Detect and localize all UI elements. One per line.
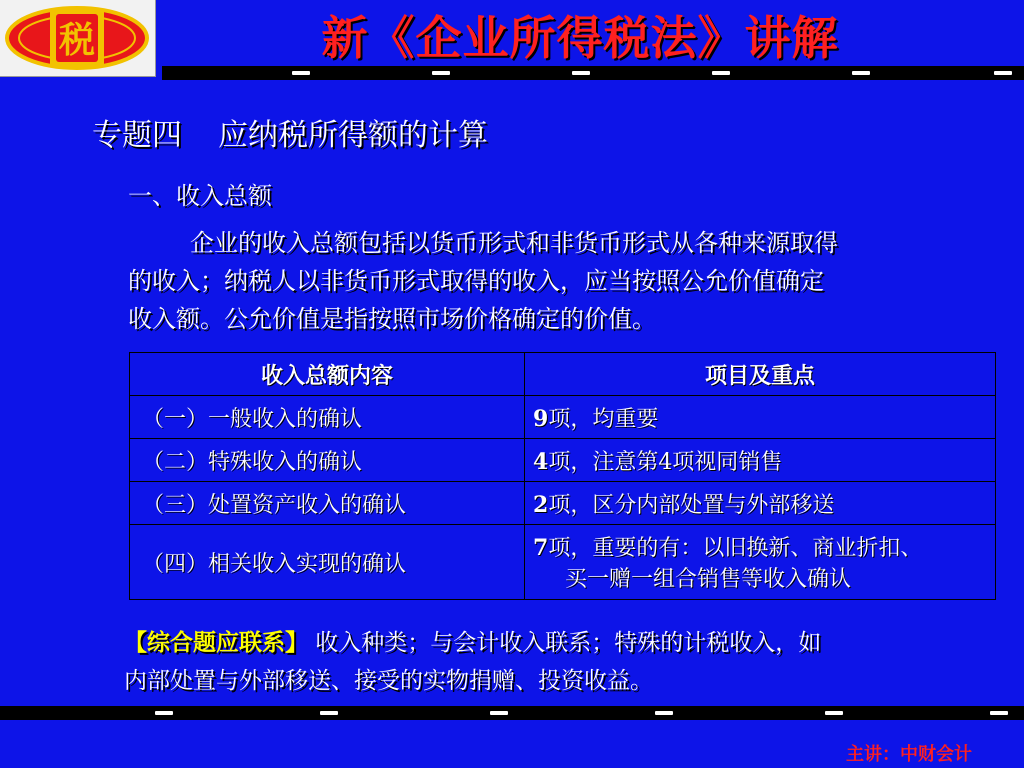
summary-block [124, 624, 994, 700]
tax-emblem-icon [0, 0, 155, 76]
table-cell-notes [525, 396, 996, 439]
table-cell-content: （二）特殊收入的确认 [130, 439, 525, 482]
section-heading: 一、收入总额 [128, 182, 272, 210]
summary-highlight: 【综合题应联系】 [124, 630, 308, 656]
tax-logo [0, 0, 156, 77]
table-header-row [130, 353, 996, 396]
table-row [130, 525, 996, 600]
table-header-content: 收入总额内容 [130, 353, 525, 396]
intro-line: 收入额。公允价值是指按照市场价格确定的价值。 [128, 305, 656, 333]
summary-text: 收入种类；与会计收入联系；特殊的计税收入，如 [308, 630, 822, 656]
table-row [130, 439, 996, 482]
topic-title: 应纳税所得额的计算 [218, 118, 488, 153]
note-text: 项，重要的有：以旧换新、商业折扣、 [548, 536, 923, 561]
note-count: 2 [533, 491, 549, 518]
film-strip-bottom [0, 706, 1024, 720]
presenter-label: 主讲：中财会计 [846, 744, 972, 765]
logo-char: 税 [58, 20, 96, 61]
note-text: 项，注意第4项视同销售 [548, 449, 783, 475]
table-cell-notes [525, 482, 996, 525]
table-cell-content: （三）处置资产收入的确认 [130, 482, 525, 525]
note-text: 项，区分内部处置与外部移送 [548, 492, 835, 518]
summary-line: 内部处置与外部移送、接受的实物捐赠、投资收益。 [124, 668, 653, 694]
note-count: 7 [533, 535, 549, 561]
table-row [130, 482, 996, 525]
film-strip-top [162, 66, 1024, 80]
income-table [129, 352, 996, 600]
summary-line [124, 624, 994, 662]
intro-line: 企业的收入总额包括以货币形式和非货币形式从各种来源取得 [190, 229, 838, 257]
table-cell-content: （一）一般收入的确认 [130, 396, 525, 439]
table-header-notes: 项目及重点 [525, 353, 996, 396]
topic-heading [92, 110, 488, 154]
table-cell-notes [525, 439, 996, 482]
note-text-line2: 买一赠一组合销售等收入确认 [565, 567, 852, 592]
table-cell-content: （四）相关收入实现的确认 [130, 525, 525, 600]
note-count: 9 [533, 405, 549, 432]
note-count: 4 [533, 448, 549, 475]
page-title: 新《企业所得税法》讲解 [321, 11, 839, 65]
intro-paragraph [128, 224, 978, 338]
table-row [130, 396, 996, 439]
note-text: 项，均重要 [548, 406, 659, 432]
intro-line: 的收入；纳税人以非货币形式取得的收入，应当按照公允价值确定 [128, 267, 824, 295]
topic-label: 专题四 [92, 118, 182, 153]
table-cell-notes [525, 525, 996, 600]
